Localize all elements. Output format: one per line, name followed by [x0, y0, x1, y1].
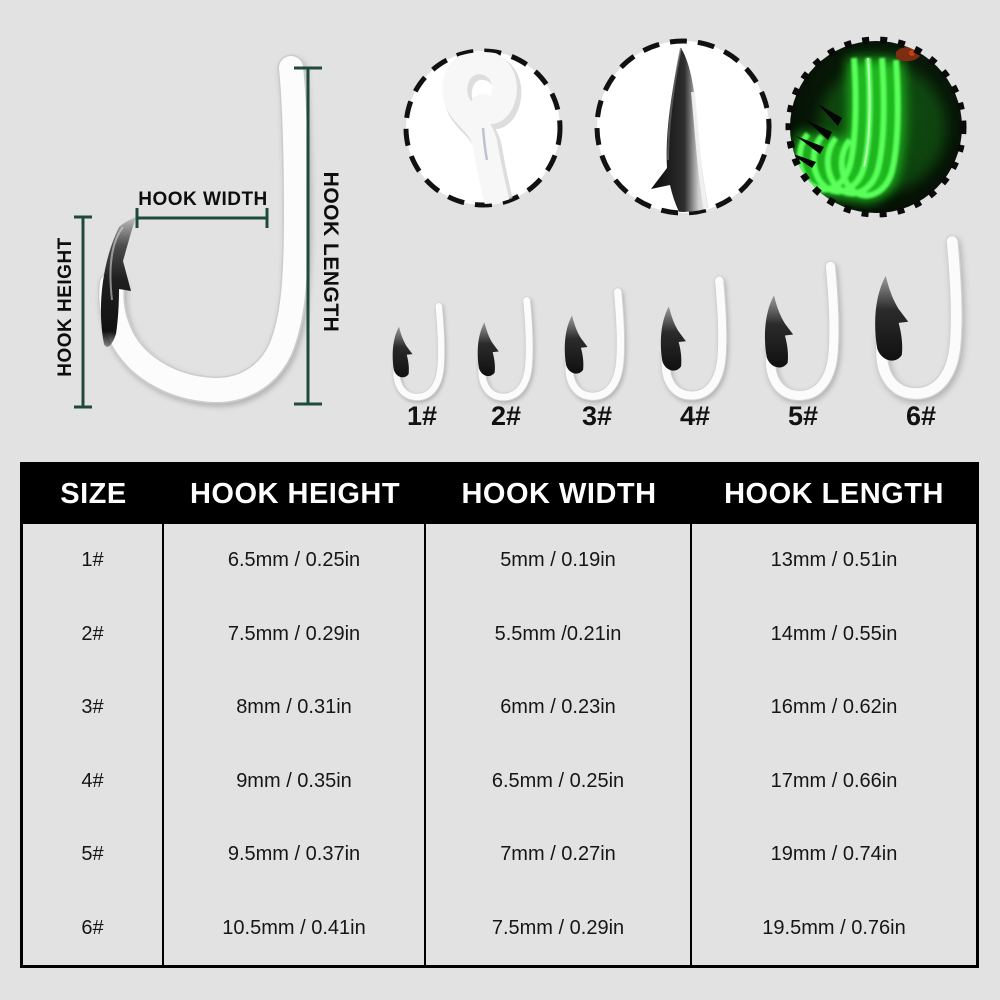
- hook-size-4: [661, 280, 722, 395]
- cell-width: 5.5mm /0.21in: [426, 598, 692, 672]
- table-row: [23, 524, 976, 598]
- cell-height: 9mm / 0.35in: [164, 745, 426, 819]
- cell-length: 14mm / 0.55in: [770, 622, 898, 645]
- hook-size-2: [478, 300, 530, 397]
- cell-length: 19.5mm / 0.76in: [762, 916, 906, 939]
- cell-height: 8mm / 0.31in: [164, 671, 426, 745]
- cell-height: 7.5mm / 0.29in: [164, 598, 426, 672]
- hook-size-6: [875, 242, 956, 394]
- cell-length: 16mm / 0.62in: [770, 696, 898, 719]
- size-label-3: 3#: [581, 401, 613, 431]
- cell-size: 4#: [23, 745, 164, 819]
- cell-size: 3#: [23, 671, 164, 745]
- spec-table: [20, 462, 979, 968]
- table-row: [23, 671, 976, 745]
- cell-size: 2#: [23, 598, 164, 672]
- cell-size: 6#: [23, 892, 164, 966]
- cell-size: 5#: [23, 818, 164, 892]
- table-row: [23, 892, 976, 966]
- table-row: [23, 818, 976, 892]
- cell-length: 19mm / 0.74in: [770, 843, 898, 866]
- cell-width: 7.5mm / 0.29in: [426, 892, 692, 966]
- hook-size-5: [765, 266, 834, 395]
- header-hook-width: HOOK WIDTH: [461, 478, 657, 510]
- big-hook-illustration: [101, 68, 296, 390]
- header-hook-height: HOOK HEIGHT: [189, 478, 401, 510]
- size-label-2: 2#: [490, 401, 522, 431]
- size-comparison-hooks: [393, 242, 956, 397]
- cell-width: 6.5mm / 0.25in: [426, 745, 692, 819]
- table-row: [23, 745, 976, 819]
- hook-size-1: [393, 306, 441, 397]
- detail-circle-hook-eye: [406, 51, 560, 218]
- size-label-1: 1#: [406, 401, 438, 431]
- header-size: SIZE: [60, 478, 127, 510]
- size-label-4: 4#: [679, 401, 711, 431]
- cell-width: 5mm / 0.19in: [426, 524, 692, 598]
- spec-table-header: [23, 465, 976, 524]
- cell-length: 17mm / 0.66in: [770, 769, 898, 792]
- table-row: [23, 598, 976, 672]
- cell-width: 6mm / 0.23in: [426, 671, 692, 745]
- cell-height: 10.5mm / 0.41in: [164, 892, 426, 966]
- detail-circle-hook-point: [597, 41, 769, 224]
- cell-size: 1#: [23, 524, 164, 598]
- hook-width-dimension-line: [137, 208, 267, 228]
- hook-length-label: HOOK LENGTH: [319, 171, 342, 333]
- cell-height: 9.5mm / 0.37in: [164, 818, 426, 892]
- detail-circle-glow-hooks: [788, 40, 963, 214]
- hook-height-label: HOOK HEIGHT: [55, 237, 76, 377]
- size-label-6: 6#: [905, 401, 937, 431]
- hook-width-label: HOOK WIDTH: [138, 189, 268, 210]
- cell-height: 6.5mm / 0.25in: [164, 524, 426, 598]
- size-label-5: 5#: [787, 401, 819, 431]
- cell-width: 7mm / 0.27in: [426, 818, 692, 892]
- cell-length: 13mm / 0.51in: [770, 549, 898, 572]
- header-hook-length: HOOK LENGTH: [724, 478, 944, 510]
- hook-size-3: [565, 292, 621, 396]
